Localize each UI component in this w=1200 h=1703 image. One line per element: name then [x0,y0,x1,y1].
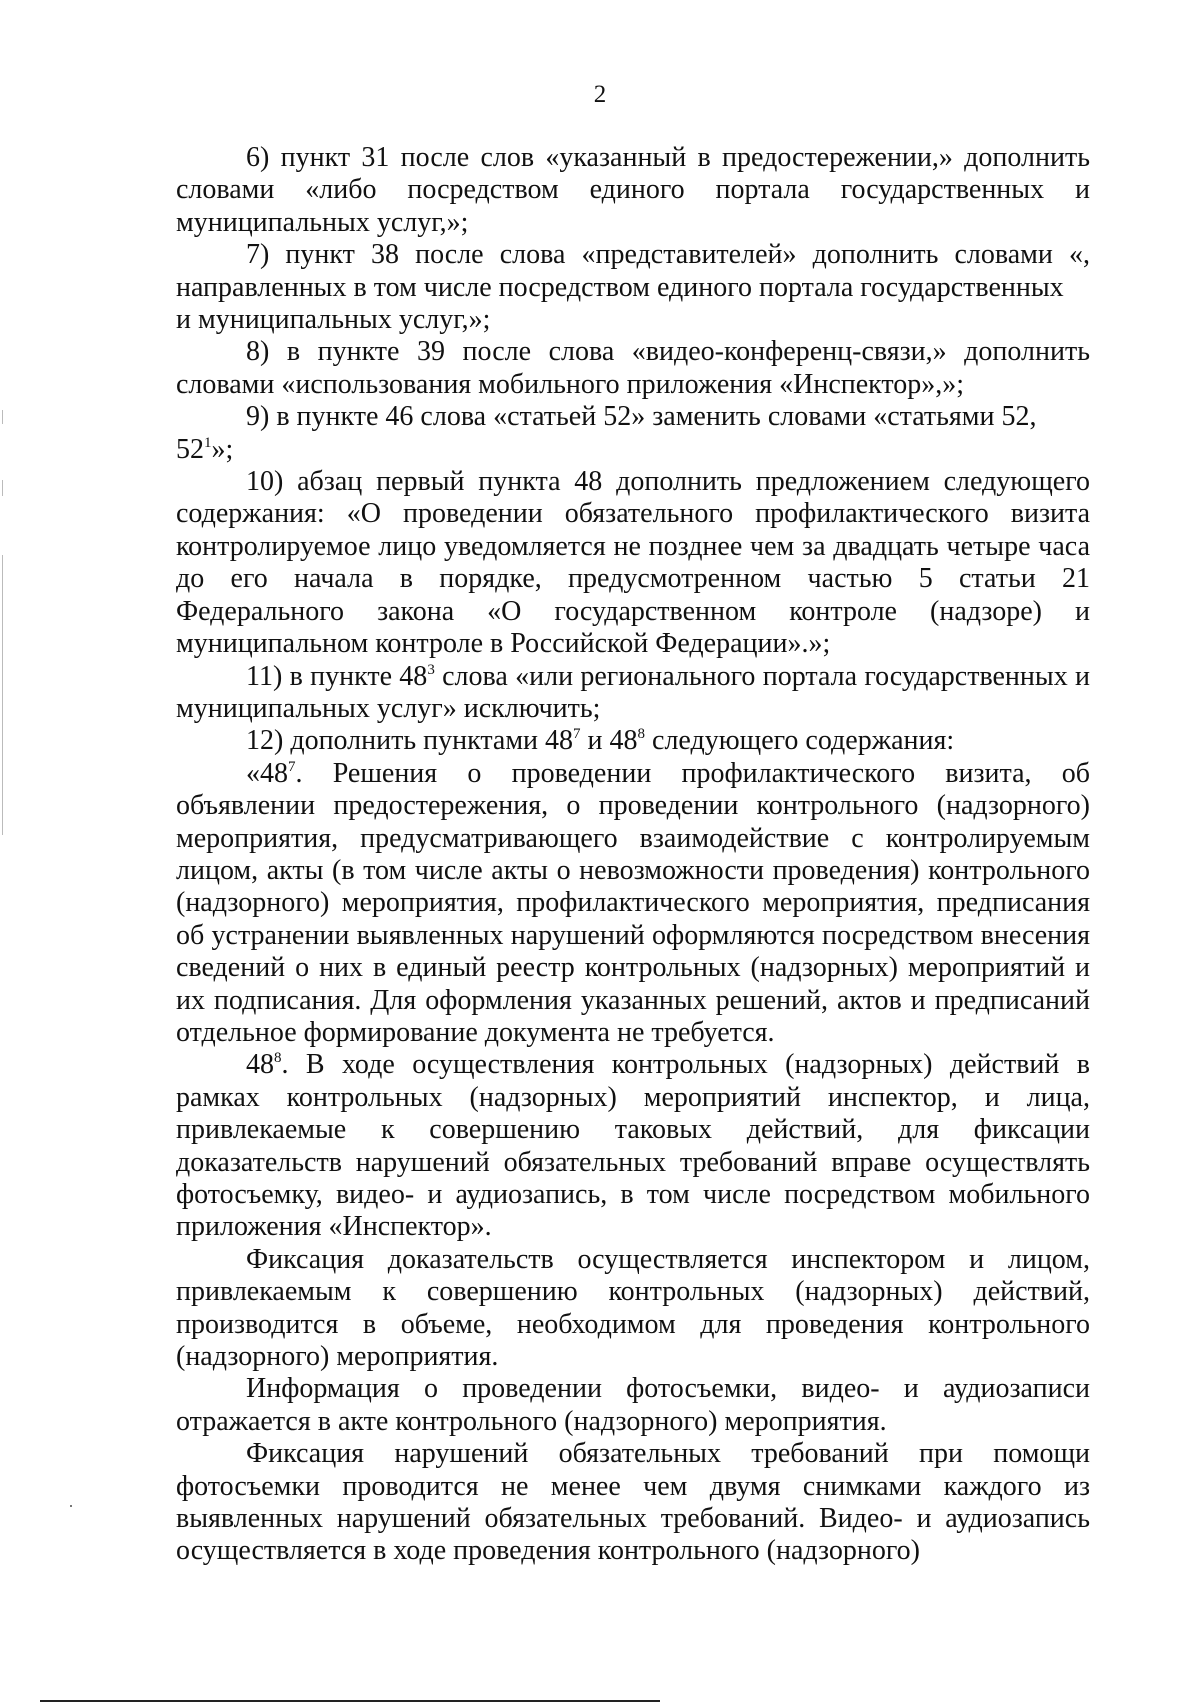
superscript: 7 [573,726,581,743]
paragraph-item-7: 7) пункт 38 после слова «представителей» дополнить словами «, направленных в том числе посредством единого портала государственных [176,239,1090,303]
text-segment: . В ходе осуществления контрольных (надзорных) действий в рамках контрольных (надзорных) мероприятий инспектор, и лица, привлекаемые к совершению таковых действий, для фиксации доказательств нарушений обязательных требований вправе осуществлять фотосъемку, видео- и аудиозапись, в том числе посредством мобильного приложения «Инспектор». [176,1049,1090,1243]
scan-margin-mark [2,410,3,424]
text-segment: 12) дополнить пунктами 48 [246,725,574,757]
paragraph-item-10: 10) абзац первый пункта 48 дополнить предложением следующего содержания: «О проведении обязательного профилактического визита контролируемое лицо уведомляется не позднее чем за двадцать четыре часа до его начала в порядке, предусмотренном частью 5 статьи 21 Федерального закона «О государственном контроле (надзоре) и муниципальном контроле в Российской Федерации».»; [176,466,1090,660]
text-segment: 48 [246,1049,274,1081]
paragraph-item-9 [176,401,1090,466]
paragraph-violation-fixation: Фиксация нарушений обязательных требований при помощи фотосъемки проводится не менее чем двумя снимками каждого из выявленных нарушений обязательных требований. Видео- и аудиозапись осуществляется в ходе проведения контрольного (надзорного) [176,1438,1090,1567]
paragraph-item-48-7 [176,758,1090,1050]
superscript: 7 [288,758,296,775]
paragraph-item-48-8 [176,1049,1090,1243]
text-segment: следующего содержания: [645,725,955,757]
superscript: 1 [204,434,212,451]
page-number: 2 [593,81,607,108]
paragraph-item-6: 6) пункт 31 после слов «указанный в предостережении,» дополнить словами «либо посредством единого портала государственных и муниципальных услуг,»; [176,142,1090,238]
text-segment: и 48 [580,725,638,757]
paragraph-item-7-continuation: и муниципальных услуг,»; [176,304,491,336]
document-body [176,142,1090,1568]
superscript: 3 [427,661,435,678]
text-segment: слова «или регионального портала государственных и муниципальных услуг» исключить; [176,660,1091,724]
text-segment: . Решения о проведении профилактического визита, об объявлении предостережения, о проведении контрольного (надзорного) мероприятия, предусматривающего взаимодействие с контролируемым лицом, акты (в том числе акты о невозможности проведения) контрольного (надзорного) мероприятия, профилактического мероприятия, предписания об устранении выявленных нарушений оформляются посредством внесения сведений о них в единый реестр контрольных (надзорных) мероприятий и их подписания. Для оформления указанных решений, актов и предписаний отдельное формирование документа не требуется. [176,757,1090,1048]
paragraph-evidence-fixation: Фиксация доказательств осуществляется инспектором и лицом, привлекаемым к совершению контрольных (надзорных) действий, производится в объеме, необходимом для проведения контрольного (надзорного) мероприятия. [176,1243,1090,1373]
paragraph-item-12 [176,725,1090,757]
text-segment: 9) в пункте 46 слова «статьей 52» заменить словами «статьями 52, 52 [176,401,1037,465]
superscript: 8 [274,1050,282,1067]
paragraph-item-11 [176,661,1090,726]
scan-bottom-edge [40,1700,660,1702]
scan-speck [70,1505,72,1507]
scan-margin-mark [2,555,3,835]
superscript: 8 [637,726,646,743]
scan-margin-mark [2,480,3,496]
text-segment: 11) в пункте 48 [246,660,428,692]
text-segment: »; [211,433,234,465]
text-segment: «48 [246,757,288,789]
paragraph-item-8: 8) в пункте 39 после слова «видео-конференц-связи,» дополнить словами «использования мобильного приложения «Инспектор»,»; [176,336,1090,400]
paragraph-recording-info: Информация о проведении фотосъемки, видео- и аудиозаписи отражается в акте контрольного (надзорного) мероприятия. [176,1373,1090,1437]
